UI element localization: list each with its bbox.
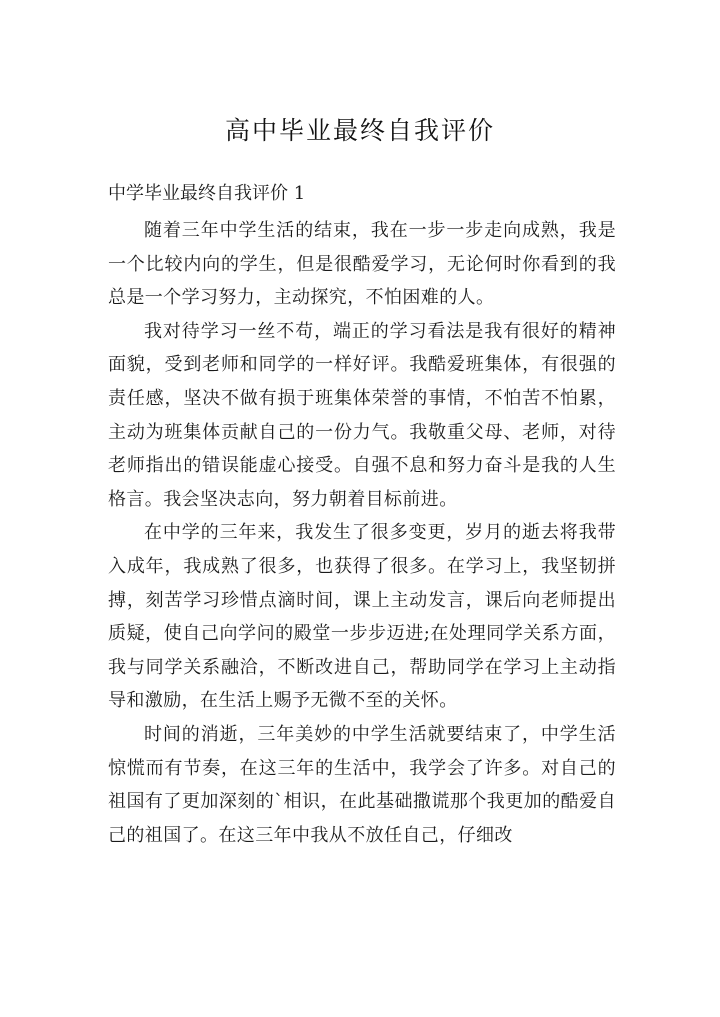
document-body bbox=[108, 214, 616, 852]
paragraph: 随着三年中学生活的结束，我在一步一步走向成熟，我是一个比较内向的学生，但是很酷爱学习，无论何时你看到的我总是一个学习努力，主动探究，不怕困难的人。 bbox=[108, 220, 616, 309]
paragraph: 我对待学习一丝不苟，端正的学习看法是我有很好的精神面貌，受到老师和同学的一样好评。我酷爱班集体，有很强的责任感，坚决不做有损于班集体荣誉的事情，不怕苦不怕累，主动为班集体贡献自己的一份力气。我敬重父母、老师，对待老师指出的错误能虚心接受。自强不息和努力奋斗是我的人生格言。我会坚决志向，努力朝着目标前进。 bbox=[108, 320, 616, 510]
paragraph: 时间的消逝，三年美妙的中学生活就要结束了，中学生活惊慌而有节奏，在这三年的生活中，我学会了许多。对自己的祖国有了更加深刻的`相识，在此基础撒谎那个我更加的酷爱自己的祖国了。在这三年中我从不放任自己，仔细改 bbox=[108, 723, 616, 846]
section-heading: 中学毕业最终自我评价 1 bbox=[108, 183, 306, 204]
paragraph: 在中学的三年来，我发生了很多变更，岁月的逝去将我带入成年，我成熟了很多，也获得了很多。在学习上，我坚韧拼搏，刻苦学习珍惜点滴时间，课上主动发言，课后向老师提出质疑，使自己向学问的殿堂一步步迈进;在处理同学关系方面，我与同学关系融洽，不断改进自己，帮助同学在学习上主动指导和激励，在生活上赐予无微不至的关怀。 bbox=[108, 522, 616, 712]
document-title: 高中毕业最终自我评价 bbox=[224, 116, 495, 145]
